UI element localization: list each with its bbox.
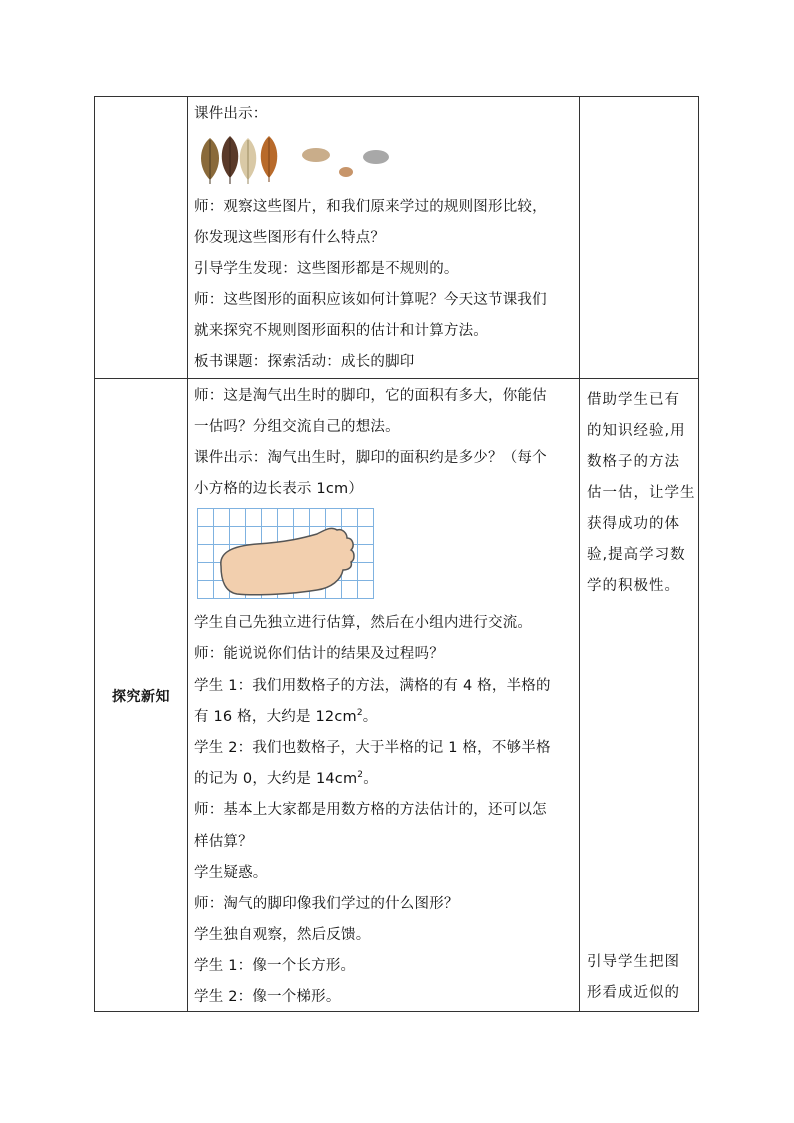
row2-line-17: 学生 2：像一个梯形。 — [194, 989, 341, 1005]
side-note-line-3: 数格子的方法 — [587, 454, 680, 470]
side-note-line-8: 引导学生把图 — [587, 954, 680, 970]
row2-line-4: 小方格的边长表示 1cm） — [194, 481, 364, 497]
row2-line-5: 学生自己先独立进行估算，然后在小组内进行交流。 — [194, 615, 533, 631]
row2-line-15: 学生独自观察，然后反馈。 — [194, 927, 371, 943]
row2-line-9: 学生 2：我们也数格子，大于半格的记 1 格，不够半格 — [194, 740, 551, 756]
row2-line-12: 样估算？ — [194, 834, 253, 850]
row1-line-1: 课件出示： — [194, 106, 268, 122]
row2-line-3: 课件出示：淘气出生时，脚印的面积约是多少？（每个 — [194, 450, 547, 466]
row2-line-10: 的记为 0，大约是 $14cm^2$。 — [194, 770, 378, 787]
row2-line-16: 学生 1：像一个长方形。 — [194, 958, 356, 974]
side-note-line-5: 获得成功的体 — [587, 516, 680, 532]
row1-line-7: 板书课题：探索活动：成长的脚印 — [194, 354, 415, 370]
row-divider — [95, 378, 698, 379]
stone-icon — [363, 150, 389, 164]
footprint-grid-image — [197, 508, 375, 600]
row1-line-4: 引导学生发现：这些图形都是不规则的。 — [194, 261, 459, 277]
leaves-and-stones-image — [196, 134, 396, 186]
side-note-line-2: 的知识经验,用 — [587, 423, 686, 439]
row2-line-7: 学生 1：我们用数格子的方法，满格的有 4 格，半格的 — [194, 678, 551, 694]
side-note-line-7: 学的积极性。 — [587, 578, 680, 594]
row2-line-2: 一估吗？分组交流自己的想法。 — [194, 419, 400, 435]
leaf-icon — [201, 138, 219, 184]
row2-line-1: 师：这是淘气出生时的脚印，它的面积有多大，你能估 — [194, 388, 547, 404]
row1-line-6: 就来探究不规则图形面积的估计和计算方法。 — [194, 323, 488, 339]
leaf-icon — [261, 136, 278, 182]
side-note-line-6: 验,提高学习数 — [587, 547, 686, 563]
side-note-line-1: 借助学生已有 — [587, 392, 680, 408]
column-divider-1 — [187, 97, 188, 1011]
column-divider-2 — [579, 97, 580, 1011]
stone-icon — [302, 148, 330, 162]
row2-line-14: 师：淘气的脚印像我们学过的什么图形？ — [194, 896, 459, 912]
row2-line-6: 师：能说说你们估计的结果及过程吗？ — [194, 646, 444, 662]
side-note-line-4: 估一估，让学生 — [587, 485, 696, 501]
row1-line-3: 你发现这些图形有什么特点？ — [194, 230, 386, 246]
row2-line-11: 师：基本上大家都是用数方格的方法估计的，还可以怎 — [194, 802, 547, 818]
side-note-line-9: 形看成近似的 — [587, 985, 680, 1001]
section-label: 探究新知 — [112, 689, 170, 705]
row2-line-8: 有 16 格，大约是 $12cm^2$。 — [194, 708, 378, 725]
row2-line-13: 学生疑惑。 — [194, 865, 268, 881]
stone-icon — [339, 167, 353, 177]
leaf-icon — [240, 138, 257, 184]
row1-line-5: 师：这些图形的面积应该如何计算呢？今天这节课我们 — [194, 292, 547, 308]
leaf-icon — [222, 136, 239, 184]
row1-line-2: 师：观察这些图片，和我们原来学过的规则图形比较， — [194, 199, 547, 215]
